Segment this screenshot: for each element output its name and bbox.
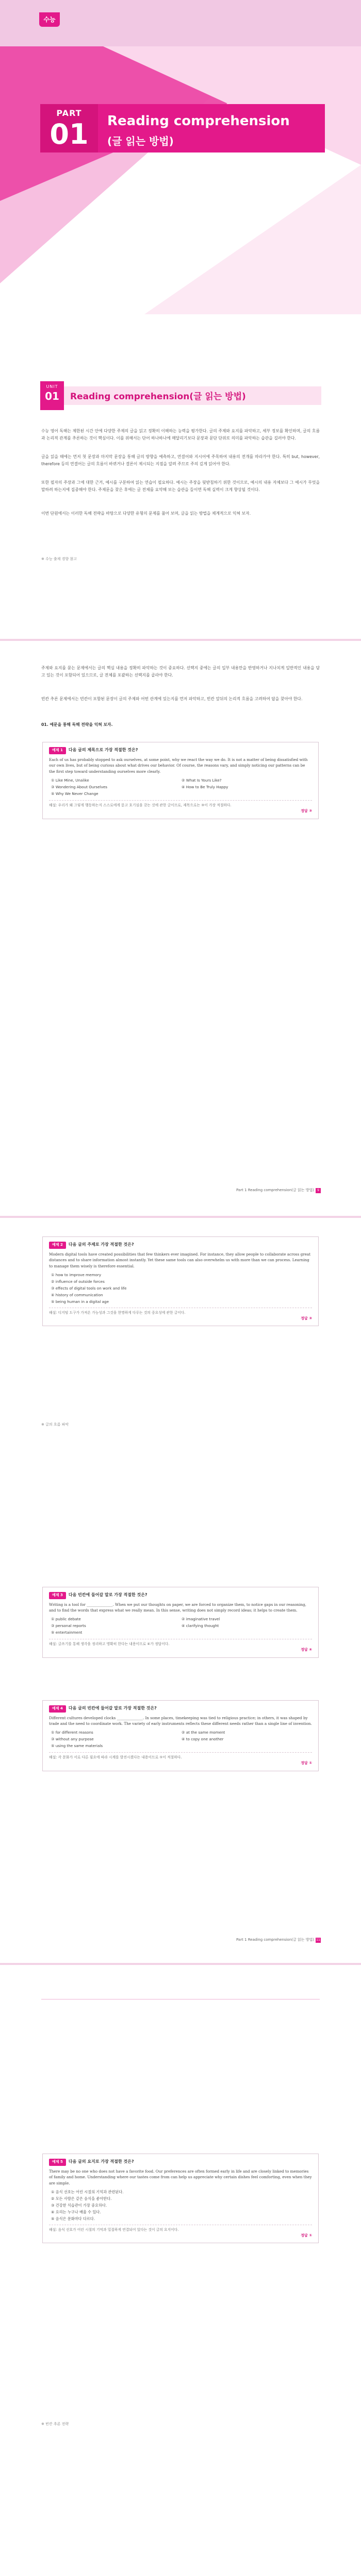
option[interactable]: ③ 건강한 식습관이 가장 중요하다. bbox=[51, 2202, 107, 2208]
example-answer: 정답 ① bbox=[301, 2233, 312, 2238]
cover-tab: 수능 bbox=[39, 12, 60, 27]
option[interactable]: ② What Is Yours Like? bbox=[182, 778, 222, 783]
part-title-en: Reading comprehension bbox=[107, 113, 290, 129]
example-box bbox=[42, 742, 319, 819]
example-options bbox=[51, 1616, 312, 1636]
page-number: 11 bbox=[316, 1938, 320, 1942]
example-tag: 예제 2 bbox=[49, 1242, 66, 1249]
example-question-text: 다음 글의 빈칸에 들어갈 말로 가장 적절한 것은? bbox=[68, 1706, 157, 1710]
option[interactable]: ⑤ being human in a digital age bbox=[51, 1299, 109, 1304]
example-options bbox=[51, 1730, 312, 1750]
option[interactable]: ④ history of communication bbox=[51, 1292, 103, 1297]
cover-shape bbox=[144, 165, 361, 314]
option[interactable]: ④ clarifying thought bbox=[182, 1623, 219, 1629]
part-number: 01 bbox=[50, 118, 89, 150]
option[interactable]: ④ 요리는 누구나 배울 수 있다. bbox=[51, 2209, 101, 2214]
example-passage: There may be no one who does not have a favorite food. Our preferences are often formed early in life and are closely linked to memories of family and home. Understanding where our tastes come from can help us appreciate why certain dishes feel comforting, even when they are simple. bbox=[49, 2168, 312, 2186]
example-options bbox=[51, 2189, 312, 2222]
intro-paragraph: 글을 읽을 때에는 먼저 첫 문장과 마지막 문장을 통해 글의 방향을 예측하고, 연결어와 지시어에 주목하여 내용의 전개를 따라가야 한다. 특히 but, however, therefore 등의 연결어는 글의 흐름이 바뀌거나 결론이 제시되는 지점을 알려 주므로 주의 깊게 읽어야 한다. bbox=[41, 454, 320, 466]
option[interactable]: ③ without any purpose bbox=[51, 1737, 94, 1742]
option[interactable]: ④ How to Be Truly Happy bbox=[182, 785, 228, 790]
option[interactable]: ② 모든 사람은 같은 음식을 좋아한다. bbox=[51, 2196, 112, 2201]
option[interactable]: ① how to improve memory bbox=[51, 1273, 102, 1278]
intro-paragraph: 수능 영어 독해는 제한된 시간 안에 다양한 주제의 글을 읽고 정확히 이해하는 능력을 평가한다. 글의 주제와 요지를 파악하고, 세부 정보를 확인하며, 글의 흐름과 논리적 관계를 추론하는 것이 핵심이다. 이를 위해서는 단어 하나하나에 매달리기보다 문장과 문단 단위로 의미를 파악하는 습관을 길러야 한다. bbox=[41, 429, 320, 440]
example-question-text: 다음 글의 요지로 가장 적절한 것은? bbox=[68, 2159, 134, 2164]
option[interactable]: ② at the same moment bbox=[182, 1730, 225, 1735]
option[interactable]: ② imaginative travel bbox=[182, 1617, 220, 1622]
example-solution: 해설: 우리가 왜 그렇게 행동하는지 스스로에게 묻고 호기심을 갖는 것에 관한 글이므로, 제목으로는 ③이 가장 적절하다. bbox=[49, 800, 312, 808]
example-question bbox=[49, 1705, 312, 1713]
part-badge bbox=[40, 104, 98, 152]
section-title: Reading comprehension(글 읽는 방법) bbox=[70, 392, 246, 402]
option[interactable]: ③ personal reports bbox=[51, 1623, 86, 1629]
example-question bbox=[49, 1241, 312, 1249]
option[interactable]: ⑤ entertainment bbox=[51, 1630, 83, 1635]
example-answer: 정답 ③ bbox=[301, 809, 312, 813]
section-note: ※ 수능 출제 경향 참고 bbox=[41, 557, 77, 561]
option[interactable]: ② influence of outside forces bbox=[51, 1279, 105, 1284]
example-passage: Each of us has probably stopped to ask ourselves, at some point, why we react the way we do. It is not a matter of being dissatisfied with our own lives, but of being curious about what drives our behavior. Of course, the reasons vary, and simply noticing our patterns can be the first step toward understanding ourselves more clearly. bbox=[49, 757, 308, 774]
example-question bbox=[49, 2158, 312, 2166]
example-passage: Different cultures developed clocks ______________. In some places, timekeeping was tied to religious practice; in others, it was shaped by trade and the need to coordinate work. The variety of early instruments reflects these different needs rather than a single line of invention. bbox=[49, 1715, 312, 1726]
unit-number: 01 bbox=[45, 390, 59, 402]
part-title-ko: (글 읽는 방법) bbox=[107, 135, 174, 147]
example-answer: 정답 ① bbox=[301, 1761, 312, 1766]
page-footer: Part 1 Reading comprehension(글 읽는 방법) 11 bbox=[236, 1938, 320, 1942]
example-tag: 예제 1 bbox=[49, 747, 66, 754]
intro-paragraph: 주제와 요지를 묻는 문제에서는 글의 핵심 내용을 정확히 파악하는 것이 중요하다. 선택지 중에는 글의 일부 내용만을 반영하거나 지나치게 일반적인 내용을 담고 있는 것이 포함되어 있으므로, 글 전체를 포괄하는 선택지를 골라야 한다. bbox=[41, 666, 320, 677]
example-question bbox=[49, 1591, 312, 1599]
example-box bbox=[42, 1700, 319, 1771]
option[interactable]: ③ effects of digital tools on work and life bbox=[51, 1285, 127, 1291]
option[interactable]: ④ to copy one another bbox=[182, 1737, 224, 1742]
intro-paragraph: 이번 단원에서는 이러한 독해 전략을 바탕으로 다양한 유형의 문제를 풀어 보며, 글을 읽는 방법을 체계적으로 익혀 보자. bbox=[41, 511, 251, 516]
example-box bbox=[42, 1236, 319, 1326]
unit-label: UNIT bbox=[46, 384, 58, 389]
example-tag: 예제 3 bbox=[49, 1592, 66, 1599]
example-options bbox=[51, 777, 312, 798]
option[interactable]: ① Like Mine, Unalike bbox=[51, 778, 89, 783]
page-divider bbox=[0, 639, 361, 641]
example-box bbox=[42, 1587, 319, 1658]
section-note: ※ 빈칸 추론 전략 bbox=[41, 2422, 69, 2426]
unit-badge bbox=[40, 381, 64, 410]
example-question-text: 다음 글의 주제로 가장 적절한 것은? bbox=[68, 1242, 134, 1247]
example-question bbox=[49, 747, 312, 754]
option[interactable]: ⑤ using the same materials bbox=[51, 1743, 103, 1749]
example-question-text: 다음 글의 제목으로 가장 적절한 것은? bbox=[68, 748, 138, 752]
example-passage: Writing is a tool for ______________. When we put our thoughts on paper, we are forced to organize them, to notice gaps in our reasoning, and to find the words that express what we really mean. In this sense, writing does not simply record ideas; it helps to create them. bbox=[49, 1602, 306, 1613]
list-title: 01. 예문을 통해 독해 전략을 익혀 보자. bbox=[41, 722, 113, 727]
page-number: 9 bbox=[316, 1188, 321, 1193]
part-label: PART bbox=[56, 108, 82, 118]
section-header bbox=[40, 381, 321, 410]
example-solution: 해설: 디지털 도구가 가져온 가능성과 그것을 현명하게 다루는 것의 중요성에 관한 글이다. bbox=[49, 1308, 312, 1316]
intro-paragraph: 빈칸 추론 문제에서는 빈칸이 포함된 문장이 글의 주제와 어떤 관계에 있는지를 먼저 파악하고, 빈칸 앞뒤의 논리적 흐름을 고려하여 답을 찾아야 한다. bbox=[41, 697, 303, 701]
example-tag: 예제 5 bbox=[49, 2159, 66, 2166]
intro-paragraph: 또한 필자의 주장과 그에 대한 근거, 예시를 구분하여 읽는 연습이 필요하다. 예시는 주장을 뒷받침하기 위한 것이므로, 예시의 내용 자체보다 그 예시가 무엇을 말하려 하는지에 집중해야 한다. 주제문을 찾은 후에는 글 전체를 요약해 보는 습관을 들이면 독해 실력이 크게 향상될 것이다. bbox=[41, 480, 320, 492]
part-title-bar bbox=[98, 104, 325, 152]
example-options bbox=[51, 1272, 312, 1304]
option[interactable]: ① public debate bbox=[51, 1617, 81, 1622]
option[interactable]: ⑤ 음식은 문화마다 다르다. bbox=[51, 2216, 95, 2221]
option[interactable]: ① 음식 선호는 어린 시절의 기억과 관련된다. bbox=[51, 2190, 124, 2195]
page-footer: Part 1 Reading comprehension(글 읽는 방법) 9 bbox=[236, 1188, 321, 1193]
example-box bbox=[42, 2154, 319, 2243]
example-solution: 해설: 각 문화가 서로 다른 필요에 따라 시계를 발전시켰다는 내용이므로 ①이 적절하다. bbox=[49, 1752, 312, 1760]
cover-graphic bbox=[0, 46, 361, 314]
option[interactable]: ③ Wondering About Ourselves bbox=[51, 785, 107, 790]
section-note: ※ 글의 흐름 파악 bbox=[41, 1422, 69, 1427]
option[interactable]: ① for different reasons bbox=[51, 1730, 93, 1735]
example-question-text: 다음 빈칸에 들어갈 말로 가장 적절한 것은? bbox=[68, 1592, 147, 1597]
page-divider bbox=[0, 1963, 361, 1965]
option[interactable]: ⑤ Why We Never Change bbox=[51, 791, 99, 796]
page-divider bbox=[0, 1216, 361, 1218]
example-answer: 정답 ④ bbox=[301, 1648, 312, 1652]
example-answer: 정답 ③ bbox=[301, 1316, 312, 1320]
example-solution: 해설: 음식 선호가 어린 시절의 기억과 밀접하게 연결되어 있다는 것이 글의 요지이다. bbox=[49, 2225, 312, 2233]
example-passage: Modern digital tools have created possibilities that few thinkers ever imagined. For instance, they allow people to collaborate across great distances and to share information almost instantly. Yet these same tools can also overwhelm us with more than we can process. Learning to manage them wisely is therefore essential. bbox=[49, 1251, 311, 1269]
example-solution: 해설: 글쓰기를 통해 생각을 정리하고 명확히 한다는 내용이므로 ④가 정답이다. bbox=[49, 1639, 312, 1647]
example-tag: 예제 4 bbox=[49, 1705, 66, 1713]
